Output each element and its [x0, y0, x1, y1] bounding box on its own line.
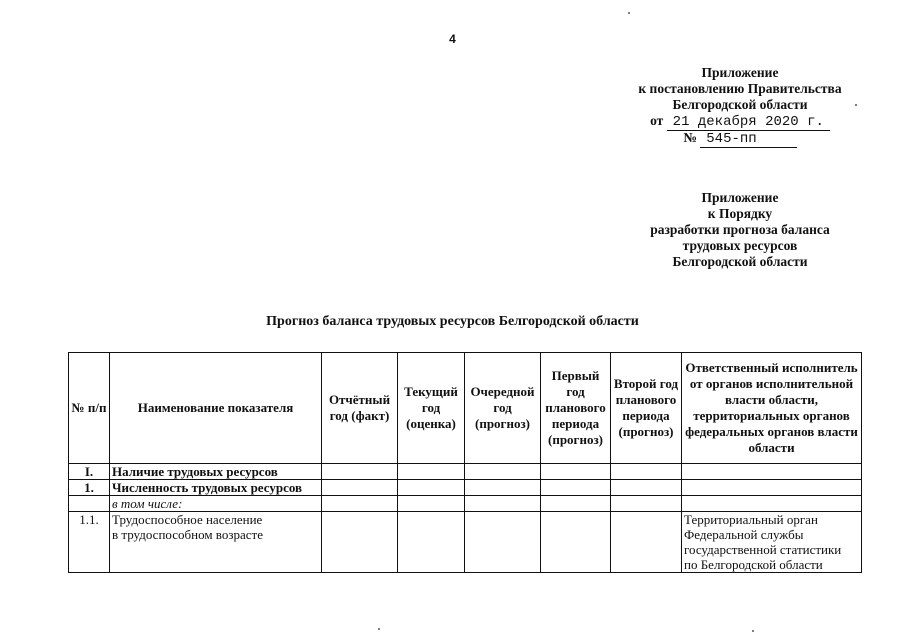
cell-responsible [682, 496, 862, 512]
cell-next [465, 512, 541, 573]
row-name-line: в трудоспособном возрасте [112, 527, 263, 542]
cell-reported [322, 480, 398, 496]
number-value: 545-пп [700, 131, 796, 148]
appendix-procedure-ref: к Порядку [707, 206, 773, 221]
table-row [69, 496, 862, 512]
scan-speck [752, 630, 754, 632]
cell-current [398, 464, 465, 480]
cell-plan1 [541, 464, 611, 480]
appendix-number-line [620, 130, 860, 147]
cell-plan2 [611, 496, 682, 512]
date-prefix: от [650, 113, 664, 128]
header-reported-year: Отчётный год (факт) [322, 353, 398, 464]
header-responsible: Ответственный исполнитель от органов исполнительной власти области, территориальных органов федеральных органов власти области [682, 353, 862, 464]
number-prefix: № [683, 130, 697, 145]
cell-responsible [682, 464, 862, 480]
cell-reported [322, 496, 398, 512]
cell-next [465, 480, 541, 496]
cell-current [398, 480, 465, 496]
table-row [69, 512, 862, 573]
scan-speck [855, 104, 857, 106]
header-plan-year-2: Второй год планового периода (прогноз) [611, 353, 682, 464]
row-num: I. [69, 464, 110, 480]
scan-speck [628, 12, 630, 14]
cell-reported [322, 464, 398, 480]
appendix-resolution-block [620, 65, 860, 147]
appendix-date-line [620, 113, 860, 130]
responsible-line: государственной статистики [684, 542, 842, 557]
header-current-year: Текущий год (оценка) [398, 353, 465, 464]
row-name: в том числе: [110, 496, 322, 512]
responsible-line: по Белгородской области [684, 557, 823, 572]
cell-plan1 [541, 512, 611, 573]
cell-plan2 [611, 464, 682, 480]
cell-plan1 [541, 480, 611, 496]
cell-responsible [682, 480, 862, 496]
appendix-region: Белгородской области [672, 97, 808, 112]
scan-speck [378, 628, 380, 630]
cell-current [398, 496, 465, 512]
cell-plan1 [541, 496, 611, 512]
header-indicator-name: Наименование показателя [110, 353, 322, 464]
appendix-region: Белгородской области [672, 254, 808, 269]
cell-next [465, 496, 541, 512]
row-num: 1.1. [69, 512, 110, 573]
cell-next [465, 464, 541, 480]
row-name-line: Трудоспособное население [112, 512, 263, 527]
cell-reported [322, 512, 398, 573]
appendix-procedure-subject: разработки прогноза баланса [650, 222, 830, 237]
cell-plan2 [611, 480, 682, 496]
date-value: 21 декабря 2020 г. [667, 114, 830, 131]
cell-plan2 [611, 512, 682, 573]
page-number: 4 [449, 32, 456, 46]
document-title: Прогноз баланса трудовых ресурсов Белгородской области [266, 314, 639, 329]
responsible-line: Территориальный орган [684, 512, 818, 527]
row-name [110, 512, 322, 573]
row-num: 1. [69, 480, 110, 496]
forecast-table [68, 352, 862, 573]
header-num: № п/п [69, 353, 110, 464]
appendix-heading: Приложение [701, 190, 779, 205]
table-header-row [69, 353, 862, 464]
cell-current [398, 512, 465, 573]
appendix-resolution-ref: к постановлению Правительства [638, 81, 842, 96]
row-name: Наличие трудовых ресурсов [110, 464, 322, 480]
appendix-procedure-block [620, 190, 860, 270]
responsible-line: Федеральной службы [684, 527, 804, 542]
row-name: Численность трудовых ресурсов [110, 480, 322, 496]
cell-responsible [682, 512, 862, 573]
table-row [69, 480, 862, 496]
appendix-heading: Приложение [701, 65, 779, 80]
header-next-year: Очередной год (прогноз) [465, 353, 541, 464]
header-plan-year-1: Первый год планового периода (прогноз) [541, 353, 611, 464]
appendix-procedure-subject-cont: трудовых ресурсов [682, 238, 798, 253]
row-num [69, 496, 110, 512]
table-row [69, 464, 862, 480]
